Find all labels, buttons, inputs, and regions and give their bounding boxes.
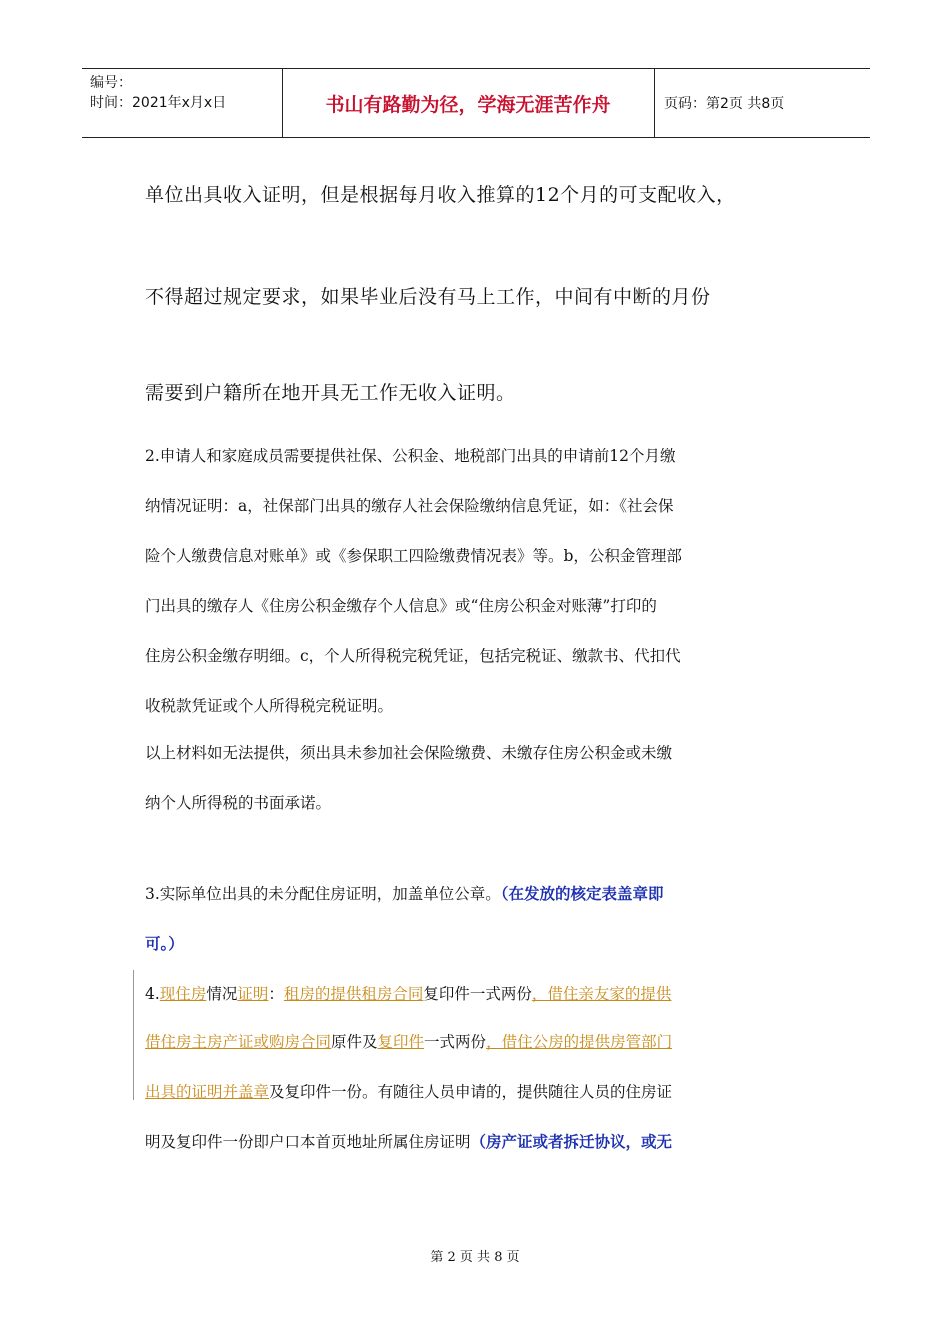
header-meta: [90, 73, 226, 113]
para3-text: 3.实际单位出具的未分配住房证明，加盖单位公章。: [145, 885, 501, 903]
para2-line: 门出具的缴存人《住房公积金缴存个人信息》或“住房公积金对账薄”打印的: [145, 597, 657, 615]
revised-text: 现住房: [159, 985, 207, 1003]
para2-line: 以上材料如无法提供，须出具未参加社会保险缴费、未缴存住房公积金或未缴: [145, 744, 673, 762]
revised-text: ，借住公房的提供房管部门: [486, 1033, 673, 1051]
para2-line: 住房公积金缴存明细。c，个人所得税完税凭证，包括完税证、缴款书、代扣代: [145, 647, 681, 665]
doc-time-label: 时间：2021年x月x日: [90, 95, 227, 111]
body-line: 单位出具收入证明，但是根据每月收入推算的12个月的可支配收入，: [145, 184, 736, 206]
revised-text: 出具的证明并盖章: [145, 1083, 270, 1101]
revised-text: 复印件: [377, 1033, 425, 1051]
para4-text: 复印件一式两份: [423, 985, 532, 1003]
para4-line: [145, 1030, 672, 1052]
para4-line: [145, 1080, 672, 1102]
body-line: 需要到户籍所在地开具无工作无收入证明。: [145, 382, 516, 404]
revised-text: 证明: [237, 985, 269, 1003]
para4-text: 一式两份: [424, 1033, 487, 1051]
page-footer: 第 2 页 共 8 页: [430, 1250, 520, 1265]
para2-line: 纳个人所得税的书面承诺。: [145, 794, 332, 812]
para4-text: 4.: [145, 985, 160, 1003]
para4-text: 明及复印件一份即户口本首页地址所属住房证明: [145, 1133, 471, 1151]
para4-note: （房产证或者拆迁协议，或无: [470, 1132, 673, 1151]
header-page-info: 页码：第2页 共8页: [664, 96, 785, 112]
para4-line: [145, 982, 671, 1004]
para4-line: [145, 1130, 672, 1152]
para2-line: 2.申请人和家庭成员需要提供社保、公积金、地税部门出具的申请前12个月缴: [145, 447, 676, 465]
para4-text: 情况: [206, 985, 238, 1003]
para3-line: [145, 882, 664, 904]
para4-text: 原件及: [331, 1033, 378, 1051]
revised-text: 租房的提供租房合同: [283, 985, 424, 1003]
para3-note: （在发放的核定表盖章即: [500, 884, 664, 903]
para2-line: 收税款凭证或个人所得税完税证明。: [145, 697, 394, 715]
header-divider: [654, 69, 655, 137]
page-header: [82, 68, 870, 138]
header-motto: 书山有路勤为径，学海无涯苦作舟: [325, 93, 611, 116]
para3-note-cont: 可。）: [145, 934, 184, 953]
para4-text: ：: [268, 985, 284, 1003]
revision-bar: [133, 970, 134, 1100]
para2-line: 险个人缴费信息对账单》或《参保职工四险缴费情况表》等。b，公积金管理部: [145, 547, 682, 565]
doc-number-label: 编号：: [90, 75, 132, 91]
revised-text: 借住房主房产证或购房合同: [145, 1033, 332, 1051]
body-line: 不得超过规定要求，如果毕业后没有马上工作，中间有中断的月份: [145, 286, 711, 308]
para4-text: 及复印件一份。有随往人员申请的，提供随往人员的住房证: [269, 1083, 673, 1101]
revised-text: ，借住亲友家的提供: [531, 985, 672, 1003]
para2-line: 纳情况证明：a，社保部门出具的缴存人社会保险缴纳信息凭证，如：《社会保: [145, 497, 674, 515]
